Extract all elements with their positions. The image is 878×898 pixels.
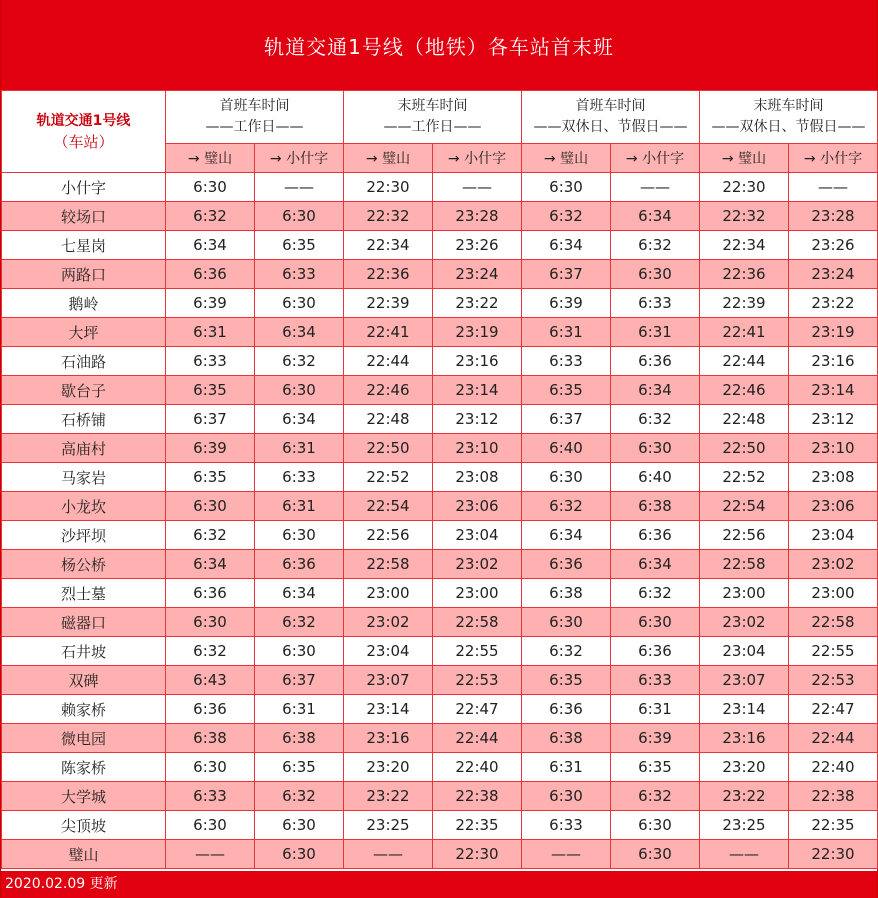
station-name-cell: 微电园 bbox=[2, 724, 166, 753]
group-header: 首班车时间 ——双休日、节假日—— bbox=[522, 91, 700, 144]
time-cell: 6:35 bbox=[611, 753, 700, 782]
time-cell: 6:30 bbox=[255, 521, 344, 550]
time-cell: 22:48 bbox=[700, 405, 789, 434]
time-cell: 23:12 bbox=[433, 405, 522, 434]
time-cell: 6:32 bbox=[166, 202, 255, 231]
time-cell: 6:30 bbox=[522, 782, 611, 811]
time-cell: 6:32 bbox=[166, 521, 255, 550]
time-cell: 6:38 bbox=[166, 724, 255, 753]
time-cell: 22:53 bbox=[433, 666, 522, 695]
time-cell: 23:20 bbox=[700, 753, 789, 782]
time-cell: 6:33 bbox=[255, 260, 344, 289]
time-cell: 22:40 bbox=[789, 753, 878, 782]
time-cell: —— bbox=[789, 173, 878, 202]
time-cell: 22:55 bbox=[789, 637, 878, 666]
time-cell: 23:16 bbox=[700, 724, 789, 753]
time-cell: 6:33 bbox=[255, 463, 344, 492]
time-cell: 6:35 bbox=[522, 666, 611, 695]
time-cell: 6:36 bbox=[255, 550, 344, 579]
table-row bbox=[2, 782, 878, 811]
group-header: 末班车时间 ——双休日、节假日—— bbox=[700, 91, 878, 144]
time-cell: 23:22 bbox=[344, 782, 433, 811]
group-header: 末班车时间 ——工作日—— bbox=[344, 91, 522, 144]
time-cell: 6:40 bbox=[611, 463, 700, 492]
station-name-cell: 高庙村 bbox=[2, 434, 166, 463]
station-name-cell: 大坪 bbox=[2, 318, 166, 347]
time-cell: 23:12 bbox=[789, 405, 878, 434]
time-cell: 6:30 bbox=[611, 260, 700, 289]
time-cell: 23:02 bbox=[789, 550, 878, 579]
time-cell: 22:46 bbox=[344, 376, 433, 405]
time-cell: 23:19 bbox=[789, 318, 878, 347]
time-cell: 23:22 bbox=[789, 289, 878, 318]
station-name-cell: 石油路 bbox=[2, 347, 166, 376]
table-row bbox=[2, 840, 878, 869]
time-cell: 23:24 bbox=[433, 260, 522, 289]
time-cell: 23:14 bbox=[344, 695, 433, 724]
time-cell: 23:04 bbox=[789, 521, 878, 550]
time-cell: 23:20 bbox=[344, 753, 433, 782]
time-cell: 22:58 bbox=[700, 550, 789, 579]
time-cell: 22:58 bbox=[433, 608, 522, 637]
direction-header: → 璧山 bbox=[522, 144, 611, 173]
time-cell: 22:44 bbox=[433, 724, 522, 753]
time-cell: 23:16 bbox=[433, 347, 522, 376]
time-cell: 23:14 bbox=[789, 376, 878, 405]
time-cell: 22:38 bbox=[433, 782, 522, 811]
time-cell: 6:30 bbox=[255, 289, 344, 318]
time-cell: 23:08 bbox=[433, 463, 522, 492]
time-cell: —— bbox=[344, 840, 433, 869]
station-name-cell: 石井坡 bbox=[2, 637, 166, 666]
station-name-cell: 大学城 bbox=[2, 782, 166, 811]
time-cell: 6:36 bbox=[611, 347, 700, 376]
time-cell: 6:33 bbox=[611, 666, 700, 695]
time-cell: 23:02 bbox=[344, 608, 433, 637]
time-cell: 23:25 bbox=[344, 811, 433, 840]
table-row bbox=[2, 318, 878, 347]
time-cell: 23:16 bbox=[789, 347, 878, 376]
time-cell: 6:31 bbox=[522, 318, 611, 347]
station-name-cell: 璧山 bbox=[2, 840, 166, 869]
time-cell: 6:30 bbox=[166, 753, 255, 782]
time-cell: 22:56 bbox=[700, 521, 789, 550]
time-cell: 6:30 bbox=[255, 637, 344, 666]
station-column-header bbox=[2, 91, 166, 173]
station-label: （车站） bbox=[53, 132, 114, 151]
time-cell: 6:34 bbox=[611, 376, 700, 405]
time-cell: 6:32 bbox=[611, 405, 700, 434]
time-cell: 6:30 bbox=[166, 173, 255, 202]
time-cell: 6:34 bbox=[166, 550, 255, 579]
direction-header: → 小什字 bbox=[611, 144, 700, 173]
time-cell: 22:34 bbox=[700, 231, 789, 260]
time-cell: 23:00 bbox=[433, 579, 522, 608]
time-cell: —— bbox=[522, 840, 611, 869]
table-row bbox=[2, 608, 878, 637]
time-cell: 6:32 bbox=[166, 637, 255, 666]
time-cell: 23:28 bbox=[433, 202, 522, 231]
time-cell: 6:30 bbox=[522, 608, 611, 637]
time-cell: 6:34 bbox=[255, 318, 344, 347]
time-cell: —— bbox=[433, 173, 522, 202]
time-cell: 6:38 bbox=[522, 724, 611, 753]
time-cell: 6:32 bbox=[255, 347, 344, 376]
time-cell: 23:10 bbox=[433, 434, 522, 463]
time-cell: 6:35 bbox=[166, 376, 255, 405]
time-cell: 23:02 bbox=[700, 608, 789, 637]
time-cell: —— bbox=[700, 840, 789, 869]
direction-header: → 小什字 bbox=[789, 144, 878, 173]
time-cell: —— bbox=[611, 173, 700, 202]
time-cell: 6:34 bbox=[522, 521, 611, 550]
time-cell: 6:39 bbox=[166, 289, 255, 318]
time-cell: 22:44 bbox=[789, 724, 878, 753]
time-cell: 23:04 bbox=[700, 637, 789, 666]
station-name-cell: 小什字 bbox=[2, 173, 166, 202]
time-cell: —— bbox=[166, 840, 255, 869]
time-cell: 22:41 bbox=[344, 318, 433, 347]
time-cell: 6:30 bbox=[611, 434, 700, 463]
time-cell: 23:19 bbox=[433, 318, 522, 347]
time-cell: 23:06 bbox=[433, 492, 522, 521]
time-cell: 6:32 bbox=[611, 579, 700, 608]
time-cell: 22:54 bbox=[344, 492, 433, 521]
time-cell: 6:30 bbox=[611, 840, 700, 869]
time-cell: 22:46 bbox=[700, 376, 789, 405]
time-cell: 22:38 bbox=[789, 782, 878, 811]
time-cell: 6:30 bbox=[166, 811, 255, 840]
time-cell: —— bbox=[255, 173, 344, 202]
time-cell: 23:00 bbox=[700, 579, 789, 608]
time-cell: 6:36 bbox=[166, 579, 255, 608]
time-cell: 23:08 bbox=[789, 463, 878, 492]
time-cell: 22:34 bbox=[344, 231, 433, 260]
time-cell: 6:36 bbox=[166, 695, 255, 724]
time-cell: 22:56 bbox=[344, 521, 433, 550]
time-cell: 6:30 bbox=[522, 173, 611, 202]
time-cell: 23:26 bbox=[789, 231, 878, 260]
time-cell: 6:36 bbox=[611, 521, 700, 550]
direction-header: → 璧山 bbox=[700, 144, 789, 173]
time-cell: 6:36 bbox=[611, 637, 700, 666]
time-cell: 6:30 bbox=[166, 492, 255, 521]
time-cell: 22:44 bbox=[344, 347, 433, 376]
table-row bbox=[2, 434, 878, 463]
time-cell: 6:36 bbox=[166, 260, 255, 289]
table-row bbox=[2, 492, 878, 521]
table-row bbox=[2, 666, 878, 695]
time-cell: 6:35 bbox=[255, 753, 344, 782]
table-row bbox=[2, 202, 878, 231]
time-cell: 6:34 bbox=[611, 550, 700, 579]
time-cell: 6:30 bbox=[611, 811, 700, 840]
time-cell: 6:32 bbox=[611, 782, 700, 811]
time-cell: 6:39 bbox=[522, 289, 611, 318]
table-row bbox=[2, 231, 878, 260]
time-cell: 6:30 bbox=[166, 608, 255, 637]
table-row bbox=[2, 811, 878, 840]
time-cell: 6:31 bbox=[166, 318, 255, 347]
time-cell: 22:30 bbox=[700, 173, 789, 202]
time-cell: 6:33 bbox=[522, 811, 611, 840]
station-name-cell: 七星岗 bbox=[2, 231, 166, 260]
time-cell: 23:07 bbox=[700, 666, 789, 695]
station-name-cell: 赖家桥 bbox=[2, 695, 166, 724]
time-cell: 22:52 bbox=[700, 463, 789, 492]
station-name-cell: 陈家桥 bbox=[2, 753, 166, 782]
time-cell: 6:35 bbox=[166, 463, 255, 492]
time-cell: 23:26 bbox=[433, 231, 522, 260]
direction-header: → 小什字 bbox=[433, 144, 522, 173]
time-cell: 6:38 bbox=[611, 492, 700, 521]
line-name: 轨道交通1号线 bbox=[36, 112, 131, 129]
time-cell: 6:30 bbox=[255, 202, 344, 231]
station-name-cell: 鹅岭 bbox=[2, 289, 166, 318]
time-cell: 23:04 bbox=[433, 521, 522, 550]
time-cell: 6:34 bbox=[166, 231, 255, 260]
time-cell: 22:36 bbox=[700, 260, 789, 289]
time-cell: 6:34 bbox=[255, 579, 344, 608]
time-cell: 6:33 bbox=[166, 782, 255, 811]
time-cell: 23:28 bbox=[789, 202, 878, 231]
time-cell: 6:32 bbox=[522, 492, 611, 521]
time-cell: 23:00 bbox=[789, 579, 878, 608]
time-cell: 23:22 bbox=[700, 782, 789, 811]
time-cell: 23:24 bbox=[789, 260, 878, 289]
direction-header: → 小什字 bbox=[255, 144, 344, 173]
time-cell: 6:37 bbox=[522, 405, 611, 434]
table-row bbox=[2, 724, 878, 753]
timetable bbox=[1, 90, 878, 869]
time-cell: 6:30 bbox=[255, 376, 344, 405]
time-cell: 6:32 bbox=[522, 202, 611, 231]
table-row bbox=[2, 347, 878, 376]
station-name-cell: 沙坪坝 bbox=[2, 521, 166, 550]
time-cell: 6:34 bbox=[255, 405, 344, 434]
time-cell: 22:30 bbox=[344, 173, 433, 202]
time-cell: 6:30 bbox=[611, 608, 700, 637]
table-row bbox=[2, 550, 878, 579]
time-cell: 22:47 bbox=[789, 695, 878, 724]
time-cell: 23:14 bbox=[700, 695, 789, 724]
table-row bbox=[2, 289, 878, 318]
time-cell: 6:37 bbox=[166, 405, 255, 434]
table-row bbox=[2, 376, 878, 405]
time-cell: 22:40 bbox=[433, 753, 522, 782]
time-cell: 22:47 bbox=[433, 695, 522, 724]
station-name-cell: 杨公桥 bbox=[2, 550, 166, 579]
time-cell: 23:14 bbox=[433, 376, 522, 405]
time-cell: 22:44 bbox=[700, 347, 789, 376]
time-cell: 22:32 bbox=[700, 202, 789, 231]
time-cell: 6:31 bbox=[255, 492, 344, 521]
time-cell: 22:50 bbox=[700, 434, 789, 463]
time-cell: 6:34 bbox=[611, 202, 700, 231]
time-cell: 23:25 bbox=[700, 811, 789, 840]
time-cell: 23:02 bbox=[433, 550, 522, 579]
table-row bbox=[2, 579, 878, 608]
time-cell: 23:07 bbox=[344, 666, 433, 695]
time-cell: 22:53 bbox=[789, 666, 878, 695]
direction-header: → 璧山 bbox=[344, 144, 433, 173]
time-cell: 6:32 bbox=[611, 231, 700, 260]
station-name-cell: 歇台子 bbox=[2, 376, 166, 405]
time-cell: 23:10 bbox=[789, 434, 878, 463]
time-cell: 22:55 bbox=[433, 637, 522, 666]
time-cell: 22:50 bbox=[344, 434, 433, 463]
time-cell: 22:39 bbox=[344, 289, 433, 318]
time-cell: 6:43 bbox=[166, 666, 255, 695]
time-cell: 6:37 bbox=[522, 260, 611, 289]
time-cell: 22:48 bbox=[344, 405, 433, 434]
station-name-cell: 磁器口 bbox=[2, 608, 166, 637]
time-cell: 6:34 bbox=[522, 231, 611, 260]
time-cell: 22:30 bbox=[433, 840, 522, 869]
time-cell: 6:38 bbox=[522, 579, 611, 608]
time-cell: 6:33 bbox=[166, 347, 255, 376]
time-cell: 6:32 bbox=[522, 637, 611, 666]
group-header: 首班车时间 ——工作日—— bbox=[166, 91, 344, 144]
time-cell: 23:16 bbox=[344, 724, 433, 753]
time-cell: 22:41 bbox=[700, 318, 789, 347]
time-cell: 6:30 bbox=[255, 840, 344, 869]
station-name-cell: 马家岩 bbox=[2, 463, 166, 492]
station-name-cell: 烈士墓 bbox=[2, 579, 166, 608]
time-cell: 22:58 bbox=[789, 608, 878, 637]
table-row bbox=[2, 260, 878, 289]
direction-header: → 璧山 bbox=[166, 144, 255, 173]
time-cell: 6:30 bbox=[255, 811, 344, 840]
time-cell: 22:35 bbox=[789, 811, 878, 840]
time-cell: 6:35 bbox=[522, 376, 611, 405]
table-row bbox=[2, 463, 878, 492]
time-cell: 6:36 bbox=[522, 695, 611, 724]
station-name-cell: 小龙坎 bbox=[2, 492, 166, 521]
time-cell: 22:54 bbox=[700, 492, 789, 521]
time-cell: 22:35 bbox=[433, 811, 522, 840]
time-cell: 22:30 bbox=[789, 840, 878, 869]
time-cell: 6:31 bbox=[255, 434, 344, 463]
station-name-cell: 两路口 bbox=[2, 260, 166, 289]
time-cell: 23:00 bbox=[344, 579, 433, 608]
table-row bbox=[2, 753, 878, 782]
time-cell: 6:40 bbox=[522, 434, 611, 463]
station-name-cell: 较场口 bbox=[2, 202, 166, 231]
time-cell: 23:22 bbox=[433, 289, 522, 318]
time-cell: 6:38 bbox=[255, 724, 344, 753]
table-row bbox=[2, 521, 878, 550]
time-cell: 6:31 bbox=[255, 695, 344, 724]
table-row bbox=[2, 405, 878, 434]
station-name-cell: 尖顶坡 bbox=[2, 811, 166, 840]
time-cell: 6:30 bbox=[522, 463, 611, 492]
time-cell: 6:35 bbox=[255, 231, 344, 260]
time-cell: 6:33 bbox=[522, 347, 611, 376]
time-cell: 6:31 bbox=[611, 318, 700, 347]
page-title: 轨道交通1号线（地铁）各车站首末班 bbox=[1, 0, 877, 90]
time-cell: 6:37 bbox=[255, 666, 344, 695]
table-row bbox=[2, 695, 878, 724]
time-cell: 6:33 bbox=[611, 289, 700, 318]
time-cell: 22:52 bbox=[344, 463, 433, 492]
station-name-cell: 石桥铺 bbox=[2, 405, 166, 434]
update-footer: 2020.02.09 更新 bbox=[1, 871, 877, 898]
time-cell: 6:31 bbox=[611, 695, 700, 724]
table-row bbox=[2, 637, 878, 666]
group-header-row bbox=[2, 91, 878, 144]
time-cell: 22:32 bbox=[344, 202, 433, 231]
time-cell: 6:31 bbox=[522, 753, 611, 782]
time-cell: 22:39 bbox=[700, 289, 789, 318]
time-cell: 22:36 bbox=[344, 260, 433, 289]
time-cell: 23:06 bbox=[789, 492, 878, 521]
time-cell: 23:04 bbox=[344, 637, 433, 666]
time-cell: 22:58 bbox=[344, 550, 433, 579]
time-cell: 6:39 bbox=[611, 724, 700, 753]
time-cell: 6:36 bbox=[522, 550, 611, 579]
time-cell: 6:39 bbox=[166, 434, 255, 463]
time-cell: 6:32 bbox=[255, 608, 344, 637]
time-cell: 6:32 bbox=[255, 782, 344, 811]
station-name-cell: 双碑 bbox=[2, 666, 166, 695]
table-row bbox=[2, 173, 878, 202]
